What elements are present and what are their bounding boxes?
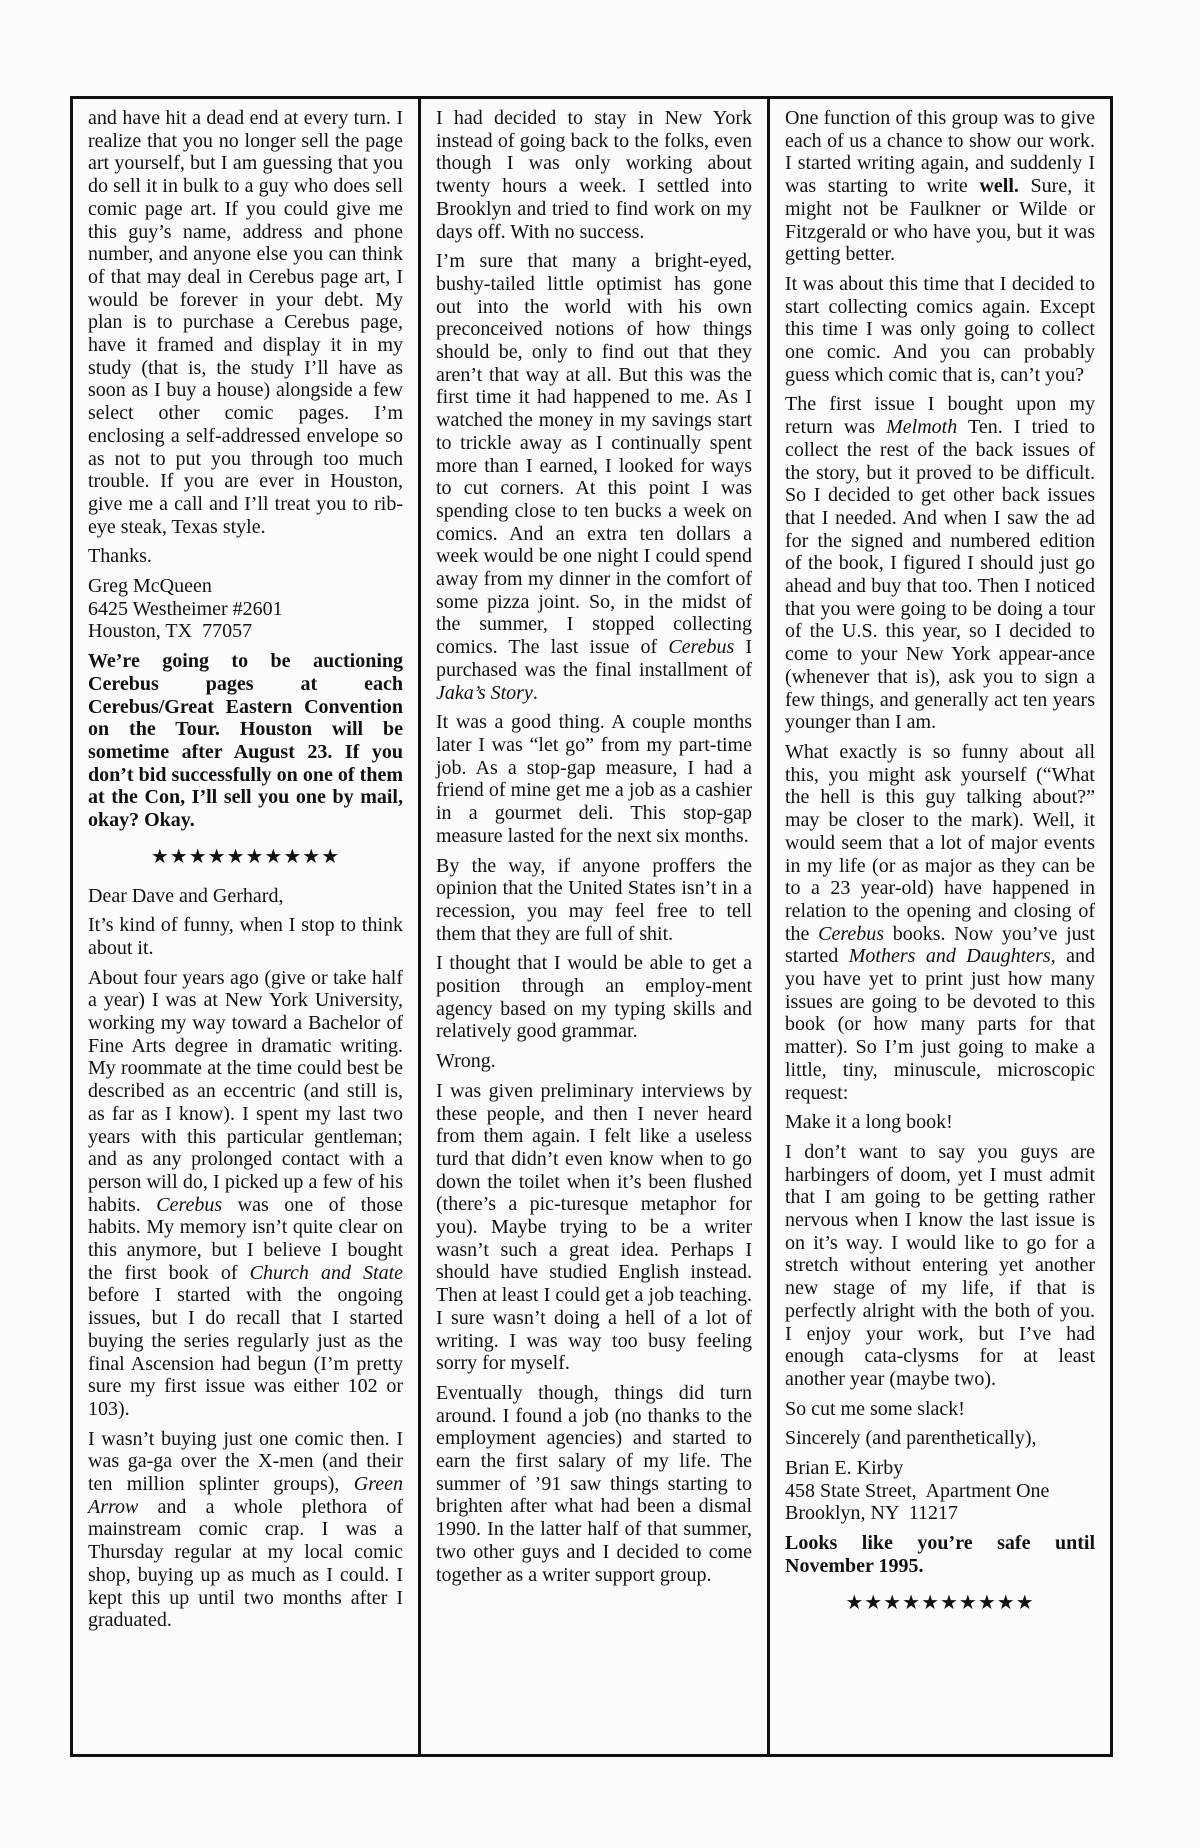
letter-paragraph [785,1141,1095,1391]
editor-reply [88,650,403,832]
signature-line: Brian E. Kirby [785,1457,904,1480]
text-run: . [532,681,538,704]
italic-title: Cerebus [668,636,735,659]
text-run: Make it a long book! [785,1111,953,1134]
text-run: Eventually though, things did turn around. I found a job (no thanks to the employment agencies) and started to earn the first salary of my life. The summer of ’91 saw things starting to brighten after what had been a dismal 1990. In the latter half of that summer, two other guys and I decided to come together as a writer support group. [436,1381,752,1586]
signature-line: 458 State Street, Apartment One [785,1479,1050,1502]
italic-title: Jaka’s Story [436,681,533,704]
text-run: Sure, it might not be Faulkner or Wilde or Fitzgerald or who have you, but it was getting better. [785,175,1095,266]
text-run: and have hit a dead end at every turn. I realize that you no longer sell the page art yourself, but I am guessing that you do sell it in bulk to a guy who does sell comic page art. If you could give me this guy’s name, address and phone number, and anyone else you can think of that may deal in Cerebus page art, I would be forever in your debt. My plan is to purchase a Cerebus page, have it framed and display it in my study (that is, the study I’ll have as soon as I buy a house) alongside a few select other comic pages. I’m enclosing a self-addressed envelope so as not to put you through too much trouble. If you are ever in Houston, give me a call and I’ll treat you to rib-eye steak, Texas style. [88,107,403,538]
letter-paragraph [785,107,1095,266]
text-run: Looks like you’re safe until November 1995. [785,1532,1095,1577]
text-run: Dear Dave and Gerhard, [88,884,284,907]
editor-reply [785,1532,1095,1577]
text-run: Ten. I tried to collect the rest of the back issues of the story, but it proved to be difficult. So I decided to get other back issues that I needed. And when I saw the ad for the signed and numbered edition of the book, I figured I should just go ahead and buy that too. Then I noticed that you were going to be doing a tour of the U.S. this year, so I decided to come to your New York appear-ance (whenever that is), ask you to sign a few things, and generally act ten years younger than I am. [785,416,1095,734]
text-run: was one of those habits. My memory isn’t quite clear on this anymore, but I believe I bought the first book of [88,1193,403,1284]
letter-paragraph [436,1382,752,1586]
text-run: About four years ago (give or take half a year) I was at New York University, working my way toward a Bachelor of Fine Arts degree in dramatic writing. My roommate at the time could best be described as an eccentric (and still is, as far as I know). I spent my last two years with this particular gentleman; and as any prolonged contact with a person will do, I picked up a few of his habits. [88,966,403,1216]
letter-paragraph [785,1111,1095,1134]
signature-address [88,575,403,643]
text-run: Sincerely (and parenthetically), [785,1427,1037,1450]
letter-paragraph [436,250,752,704]
letter-paragraph [785,1398,1095,1421]
bold-emphasis: well. [979,175,1019,198]
text-run: It was a good thing. A couple months later I was “let go” from my part-time job. As a stop-gap measure, I had a friend of mine get me a job as a cashier in a gourmet deli. This stop-gap measure lasted for the next six months. [436,711,752,847]
letter-paragraph [436,711,752,847]
letter-paragraph [436,107,752,243]
text-run: and a whole plethora of mainstream comic crap. I was a Thursday regular at my local comic shop, buying up as much as I could. I kept this up until two months after I graduated. [88,1495,403,1632]
text-run: I don’t want to say you guys are harbingers of doom, yet I must admit that I am going to be getting rather nervous when I know the last issue is on it’s way. I would like to go for a stretch without entering yet another new stage of my life, if that is perfectly alright with the both of you. I enjoy your work, but I’ve had enough cata-clysms for at least another year (maybe two). [785,1140,1095,1390]
text-run: I was given preliminary interviews by these people, and then I never heard from them again. I felt like a useless turd that didn’t even know when to go down the toilet when it’s been flushed (there’s a pic-turesque metaphor for you). Maybe trying to be a writer wasn’t such a great idea. Perhaps I should have studied English instead. Then at least I could get a job teaching. I sure wasn’t doing a hell of a lot of writing. I was way too busy feeling sorry for myself. [436,1079,752,1375]
column-3 [770,99,1110,1754]
letter-paragraph [785,1427,1095,1450]
signature-line: Greg McQueen [88,575,212,598]
italic-title: Melmoth [886,416,958,439]
letter-paragraph [88,967,403,1421]
text-run: I thought that I would be able to get a position through an employ-ment agency based on my typing skills and relatively good grammar. [436,952,752,1043]
letter-paragraph [785,393,1095,734]
star-divider: ★★★★★★★★★★ [845,1591,1035,1614]
text-run: We’re going to be auctioning Cerebus pages at each Cerebus/Great Eastern Convention on the Tour. Houston will be sometime after August 23. If you don’t bid successfully on one of them at the Con, I’ll sell you one by mail, okay? Okay. [88,650,403,832]
column-1 [73,99,421,1754]
letters-page-frame [70,96,1113,1757]
column-2 [421,99,770,1754]
signature-line: Brooklyn, NY 11217 [785,1502,958,1525]
letter-paragraph [785,273,1095,387]
italic-title: Cerebus [818,922,885,945]
text-run: I purchased was the final installment of [436,636,752,681]
letter-paragraph [436,855,752,946]
text-run: Wrong. [436,1050,496,1073]
star-divider: ★★★★★★★★★★ [150,845,341,868]
signature-address [785,1457,1095,1525]
text-run: before I started with the ongoing issues, but I do recall that I started buying the series regularly just as the final Ascension had begun (I’m pretty sure my first issue was either 102 or 103). [88,1284,403,1420]
letter-paragraph [88,885,403,908]
text-run: I’m sure that many a bright-eyed, bushy-tailed little optimist has gone out into the world with his own preconceived notions of how things should be, only to find out that they aren’t that way at all. But this was the first time it had happened to me. As I watched the money in my savings start to trickle away as I continually spent more than I earned, I looked for ways to cut corners. At this point I was spending close to ten bucks a week on comics. And an extra ten dollars a week would be one night I could spend away from my dinner in the comfort of some pizza joint. So, in the midst of the summer, I stopped collecting comics. The last issue of [436,250,752,659]
italic-title: Cerebus [156,1193,223,1216]
text-run: One function of this group was to give each of us a chance to show our work. I started writing again, and suddenly I was starting to write [785,107,1095,198]
italic-title: Green Arrow [88,1473,403,1518]
text-run: It’s kind of funny, when I stop to think about it. [88,914,403,959]
letter-paragraph [88,107,403,538]
text-run: It was about this time that I decided to start collecting comics again. Except this time I was only going to collect one comic. And you can probably guess which comic that is, can’t you? [785,272,1095,386]
letter-paragraph [436,1080,752,1375]
letter-paragraph [88,1428,403,1632]
letter-paragraph [88,914,403,959]
letter-paragraph [436,952,752,1043]
text-run: I had decided to stay in New York instead of going back to the folks, even though I was only working about twenty hours a week. I settled into Brooklyn and tried to find work on my days off. With no success. [436,107,752,243]
letter-paragraph [88,545,403,568]
text-run: I wasn’t buying just one comic then. I was ga-ga over the X-men (and their ten million splinter groups), [88,1427,403,1496]
italic-title: Mothers and Daughters, [848,945,1056,968]
signature-line: Houston, TX 77057 [88,620,253,643]
italic-title: Church and State [249,1261,404,1284]
text-run: The first issue I bought upon my return was [785,393,1095,439]
letter-paragraph [785,741,1095,1104]
letter-paragraph [436,1050,752,1073]
text-run: What exactly is so funny about all this, you might ask yourself (“What the hell is this guy talking about?” may be closer to the mark). Well, it would seem that a lot of major events in my life (or as major as they can be to a 23 year-old) have happened in relation to the opening and closing of the [785,740,1095,945]
signature-line: 6425 Westheimer #2601 [88,597,283,620]
text-run: and you have yet to print just how many issues are going to be devoted to this book (or how many parts for that matter). So I’m just going to make a little, tiny, minuscule, microscopic request: [785,945,1095,1104]
text-run: So cut me some slack! [785,1397,965,1420]
text-run: By the way, if anyone proffers the opinion that the United States isn’t in a recession, you may feel free to tell them that they are full of shit. [436,854,752,945]
text-run: Thanks. [88,545,152,568]
text-run: books. Now you’ve just started [785,922,1095,968]
